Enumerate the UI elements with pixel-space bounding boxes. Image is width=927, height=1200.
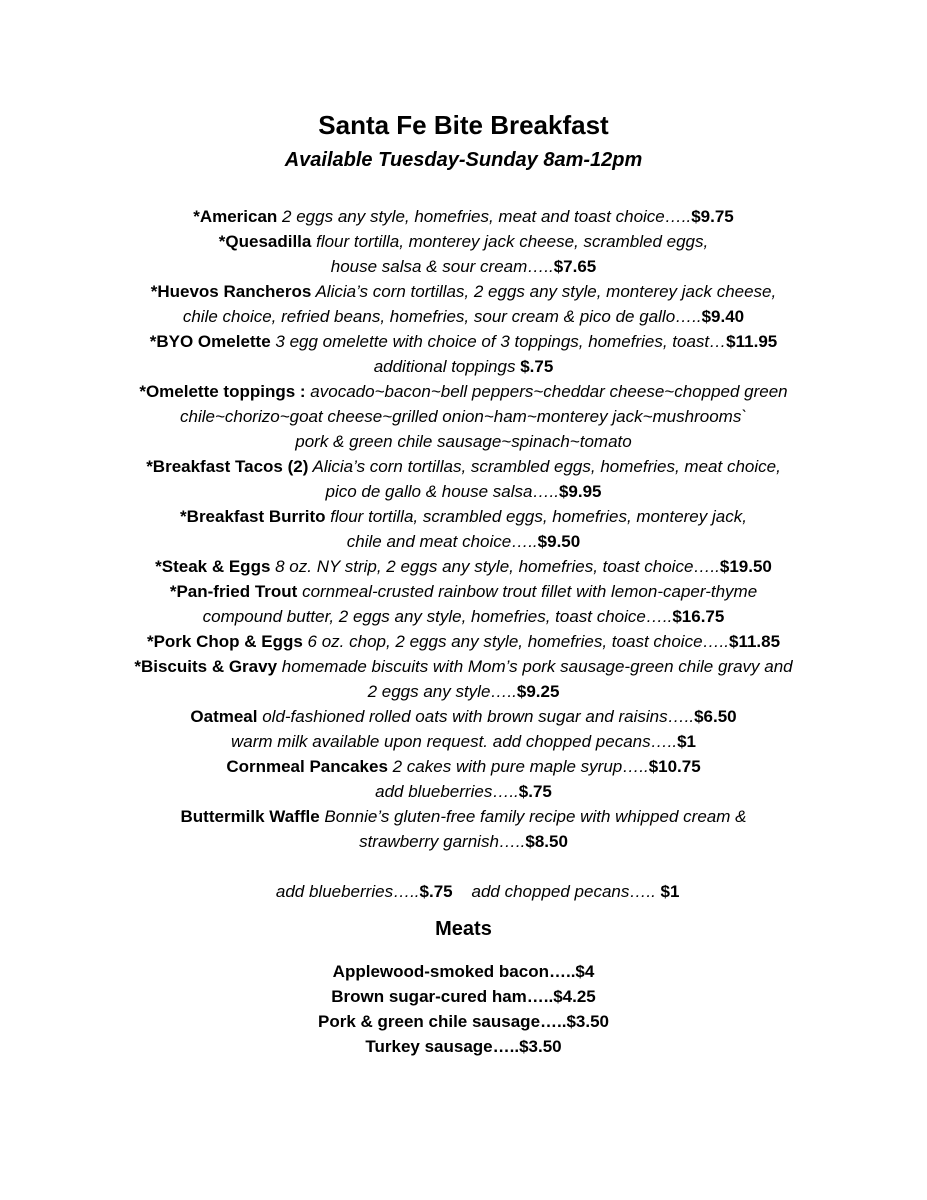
menu-item-quesadilla (0, 229, 927, 254)
item-name: *Steak & Eggs (155, 557, 271, 576)
item-name: *Biscuits & Gravy (134, 657, 278, 676)
item-name: *Pan-fried Trout (169, 582, 298, 601)
breakfast-menu (0, 204, 927, 929)
item-description: compound butter, 2 eggs any style, homefries, toast choice….. (202, 607, 673, 626)
item-price: $11.95 (726, 332, 778, 351)
menu-item-oatmeal (0, 704, 927, 729)
toppings-label: *Omelette toppings : (139, 382, 306, 401)
page-subtitle: Available Tuesday-Sunday 8am-12pm (284, 149, 643, 171)
menu-item-byo-omelette-addon (0, 354, 927, 379)
menu-item-steak-eggs (0, 554, 927, 579)
item-price: $9.40 (701, 307, 745, 326)
item-description: flour tortilla, monterey jack cheese, scrambled eggs, (311, 232, 709, 251)
item-description: homemade biscuits with Mom’s pork sausage-green chile gravy and (277, 657, 793, 676)
menu-item-cornmeal-pancakes (0, 754, 927, 779)
item-name: Oatmeal (190, 707, 258, 726)
page-title: Santa Fe Bite Breakfast (318, 110, 609, 140)
item-description: 2 eggs any style….. (367, 682, 517, 701)
item-price: $9.75 (691, 207, 734, 226)
addon-price: $.75 (520, 357, 554, 376)
item-name: *Quesadilla (218, 232, 312, 251)
addon-description: add chopped pecans….. (452, 882, 656, 901)
item-description: Alicia’s corn tortillas, scrambled eggs, homefries, meat choice, (308, 457, 781, 476)
item-description: chile and meat choice….. (346, 532, 538, 551)
omelette-toppings (0, 379, 927, 404)
menu-item-american (0, 204, 927, 229)
menu-item-pork-chop-eggs (0, 629, 927, 654)
item-price: $9.50 (537, 532, 581, 551)
item-description: 3 egg omelette with choice of 3 toppings, homefries, toast… (270, 332, 727, 351)
menu-item-breakfast-burrito (0, 504, 927, 529)
item-price: $6.50 (694, 707, 737, 726)
item-name: *American (193, 207, 278, 226)
item-price: $9.25 (516, 682, 560, 701)
meat-item: Pork & green chile sausage…..$3.50 (317, 1012, 610, 1031)
toppings-list: avocado~bacon~bell peppers~cheddar cheese~chopped green (305, 382, 788, 401)
toppings-list: pork & green chile sausage~spinach~tomato (295, 432, 632, 451)
item-description: house salsa & sour cream….. (330, 257, 554, 276)
meats-heading: Meats (435, 918, 492, 940)
menu-item-biscuits-gravy-cont (0, 679, 927, 704)
menu-item-biscuits-gravy (0, 654, 927, 679)
item-description: Bonnie’s gluten-free family recipe with whipped cream & (319, 807, 747, 826)
item-description: pico de gallo & house salsa….. (325, 482, 559, 501)
addon-price: $1 (655, 882, 680, 901)
meat-item: Turkey sausage…..$3.50 (365, 1037, 562, 1056)
menu-item-breakfast-tacos (0, 454, 927, 479)
omelette-toppings-cont-2 (0, 429, 927, 454)
menu-item-huevos-rancheros (0, 279, 927, 304)
item-description: chile choice, refried beans, homefries, sour cream & pico de gallo….. (182, 307, 702, 326)
meats-list (0, 959, 927, 1059)
addon-description: add blueberries….. (375, 782, 519, 801)
menu-item-huevos-rancheros-cont (0, 304, 927, 329)
item-description: 2 cakes with pure maple syrup….. (387, 757, 649, 776)
addon-price: $.75 (518, 782, 552, 801)
item-name: *Pork Chop & Eggs (146, 632, 303, 651)
item-description: flour tortilla, scrambled eggs, homefries, monterey jack, (325, 507, 747, 526)
item-name: *Breakfast Burrito (180, 507, 326, 526)
item-price: $11.85 (728, 632, 781, 651)
omelette-toppings-cont (0, 404, 927, 429)
item-name: *Breakfast Tacos (2) (146, 457, 309, 476)
item-name: Buttermilk Waffle (180, 807, 320, 826)
item-name: *BYO Omelette (149, 332, 271, 351)
item-description: old-fashioned rolled oats with brown sugar and raisins….. (257, 707, 695, 726)
item-price: $19.50 (719, 557, 772, 576)
meat-item: Applewood-smoked bacon…..$4 (332, 962, 595, 981)
menu-item-oatmeal-addon (0, 729, 927, 754)
addon-price: $.75 (419, 882, 453, 901)
item-price: $9.95 (558, 482, 602, 501)
meat-item: Brown sugar-cured ham…..$4.25 (331, 987, 596, 1006)
addon-description: additional toppings (373, 357, 521, 376)
item-description: cornmeal-crusted rainbow trout fillet with lemon-caper-thyme (297, 582, 758, 601)
item-name: *Huevos Rancheros (150, 282, 312, 301)
item-price: $16.75 (672, 607, 725, 626)
menu-item-pan-fried-trout (0, 579, 927, 604)
menu-item-quesadilla-cont (0, 254, 927, 279)
item-description: 2 eggs any style, homefries, meat and toast choice….. (277, 207, 692, 226)
menu-item-buttermilk-waffle-cont (0, 829, 927, 854)
menu-item-byo-omelette (0, 329, 927, 354)
item-description: Alicia’s corn tortillas, 2 eggs any style, monterey jack cheese, (311, 282, 777, 301)
item-price: $7.65 (553, 257, 597, 276)
addon-price: $1 (677, 732, 696, 751)
menu-item-cornmeal-pancakes-addon (0, 779, 927, 804)
item-price: $8.50 (525, 832, 568, 851)
item-description: strawberry garnish….. (359, 832, 526, 851)
menu-item-breakfast-tacos-cont (0, 479, 927, 504)
item-description: 6 oz. chop, 2 eggs any style, homefries, toast choice….. (302, 632, 729, 651)
menu-item-pan-fried-trout-cont (0, 604, 927, 629)
item-price: $10.75 (648, 757, 701, 776)
menu-item-buttermilk-waffle (0, 804, 927, 829)
item-description: 8 oz. NY strip, 2 eggs any style, homefries, toast choice….. (270, 557, 720, 576)
addon-description: warm milk available upon request. add chopped pecans….. (231, 732, 678, 751)
addon-description: add blueberries….. (275, 882, 420, 901)
menu-item-breakfast-burrito-cont (0, 529, 927, 554)
item-name: Cornmeal Pancakes (226, 757, 388, 776)
toppings-list: chile~chorizo~goat cheese~grilled onion~ham~monterey jack~mushrooms` (180, 407, 747, 426)
